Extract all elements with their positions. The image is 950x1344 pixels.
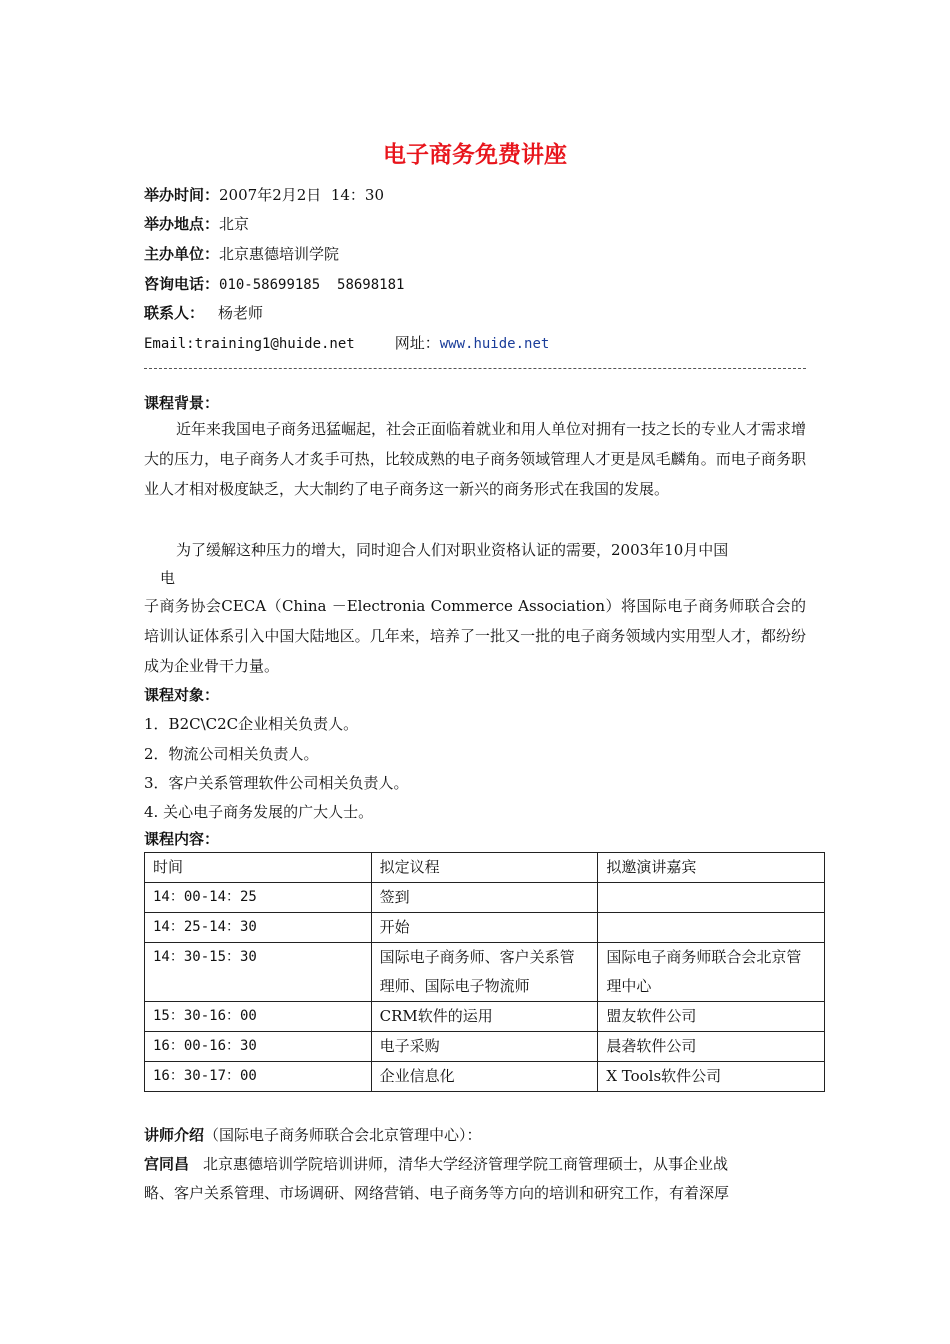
info-time (144, 184, 384, 205)
place-label: 举办地点： (144, 215, 220, 233)
site-link[interactable]: www.huide.net (439, 336, 550, 352)
info-host (144, 243, 339, 264)
background-paragraph-2-line-1: 为了缓解这种压力的增大，同时迎合人们对职业资格认证的需要，2003年10月中国 (176, 541, 729, 559)
cell-speaker: 晨砻软件公司 (598, 1032, 825, 1062)
table-row (145, 1062, 825, 1092)
cell-time: 16：30-17：00 (145, 1062, 372, 1092)
contact-label: 联系人： (144, 304, 205, 322)
header-agenda: 拟定议程 (371, 853, 598, 883)
cell-time: 15：30-16：00 (145, 1002, 372, 1032)
email-text[interactable]: Email:training1@huide.net (144, 336, 355, 352)
lecturer-name: 宫同昌 (144, 1155, 190, 1173)
host-label: 主办单位： (144, 245, 220, 263)
cell-agenda: CRM软件的运用 (371, 1002, 598, 1032)
cell-agenda: 企业信息化 (371, 1062, 598, 1092)
table-row (145, 1002, 825, 1032)
table-row (145, 943, 825, 1002)
host-value: 北京惠德培训学院 (219, 245, 340, 263)
lecturer-heading: 讲师介绍 (144, 1126, 205, 1144)
audience-item: 4. 关心电子商务发展的广大人士。 (144, 803, 374, 821)
time-label: 举办时间： (144, 186, 220, 204)
table-row (145, 913, 825, 943)
table-row (145, 1032, 825, 1062)
background-paragraph-2-line-2: 电 (160, 569, 176, 587)
page-title: 电子商务免费讲座 (383, 142, 567, 168)
table-row (145, 883, 825, 913)
cell-speaker: X Tools软件公司 (598, 1062, 825, 1092)
header-time: 时间 (145, 853, 372, 883)
header-speaker: 拟邀演讲嘉宾 (598, 853, 825, 883)
cell-time: 14：30-15：30 (145, 943, 372, 1002)
lecturer-bio-line-1 (144, 1153, 728, 1174)
audience-item: 1．B2C\C2C企业相关负责人。 (144, 715, 359, 733)
dashed-divider (144, 368, 806, 369)
info-contact (144, 302, 263, 323)
time-value: 2007年2月2日 14：30 (219, 186, 384, 204)
cell-agenda: 电子采购 (371, 1032, 598, 1062)
cell-agenda: 开始 (371, 913, 598, 943)
contact-value: 杨老师 (218, 304, 264, 322)
background-paragraph-2-rest: 子商务协会CECA（China －Electronia Commerce Association）将国际电子商务师联合会的培训认证体系引入中国大陆地区。几年来，培养了一批又一批的电子商务领域内实用型人才，都纷纷成为企业骨干力量。 (144, 597, 806, 675)
lecturer-bio-text: 北京惠德培训学院培训讲师，清华大学经济管理学院工商管理硕士，从事企业战 (203, 1155, 729, 1173)
site-label: 网址： (394, 334, 440, 352)
phone-value: 010-58699185 58698181 (219, 277, 405, 293)
info-web (144, 332, 549, 353)
schedule-table (144, 852, 825, 1092)
place-value: 北京 (219, 215, 250, 233)
cell-speaker: 国际电子商务师联合会北京管理中心 (598, 943, 825, 1002)
audience-item: 2．物流公司相关负责人。 (144, 745, 319, 763)
info-place (144, 213, 249, 234)
cell-agenda: 国际电子商务师、客户关系管理师、国际电子物流师 (371, 943, 598, 1002)
cell-time: 14：00-14：25 (145, 883, 372, 913)
lecturer-heading-line (144, 1124, 482, 1145)
cell-speaker: 盟友软件公司 (598, 1002, 825, 1032)
cell-time: 16：00-16：30 (145, 1032, 372, 1062)
table-header-row (145, 853, 825, 883)
lecturer-heading-note: （国际电子商务师联合会北京管理中心）： (204, 1126, 482, 1144)
phone-label: 咨询电话： (144, 275, 220, 293)
lecturer-bio-line-2: 略、客户关系管理、市场调研、网络营销、电子商务等方向的培训和研究工作，有着深厚 (144, 1184, 730, 1202)
cell-time: 14：25-14：30 (145, 913, 372, 943)
cell-speaker (598, 913, 825, 943)
audience-heading: 课程对象： (144, 686, 220, 704)
cell-speaker (598, 883, 825, 913)
cell-agenda: 签到 (371, 883, 598, 913)
info-phone (144, 273, 404, 294)
audience-item: 3．客户关系管理软件公司相关负责人。 (144, 774, 409, 792)
content-heading: 课程内容： (144, 830, 220, 848)
background-paragraph-1: 近年来我国电子商务迅猛崛起，社会正面临着就业和用人单位对拥有一技之长的专业人才需求增大的压力，电子商务人才炙手可热，比较成熟的电子商务领域管理人才更是凤毛麟角。而电子商务职业人才相对极度缺乏，大大制约了电子商务这一新兴的商务形式在我国的发展。 (144, 420, 807, 498)
background-heading: 课程背景： (144, 394, 220, 412)
